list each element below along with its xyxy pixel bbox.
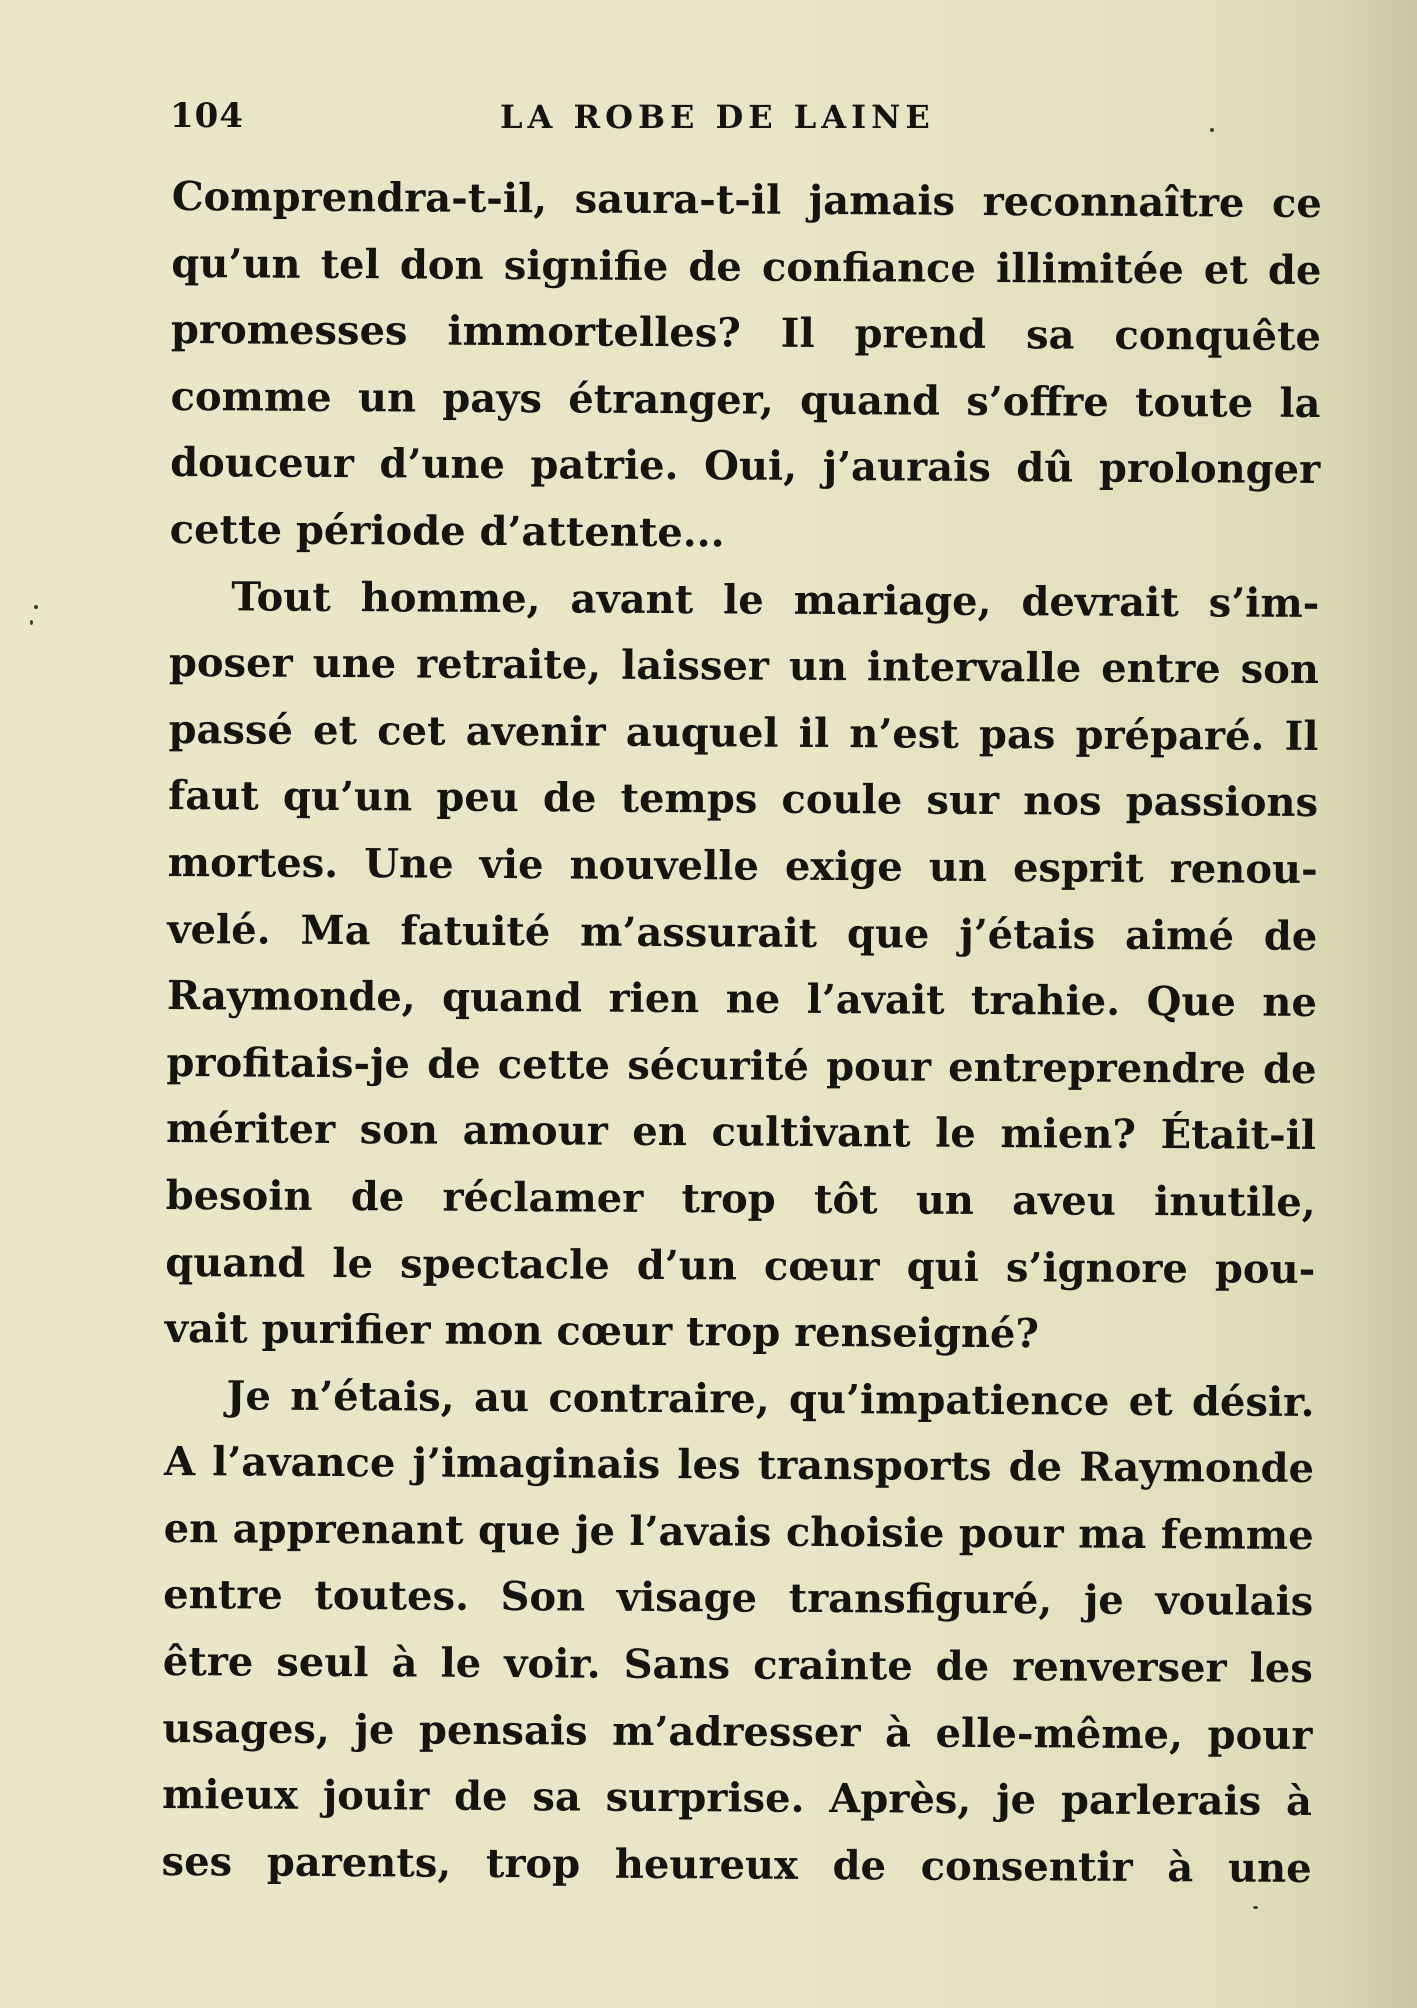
- text-line: mieux jouir de sa surprise. Après, je parlerais à: [161, 1771, 1313, 1826]
- text-line: Comprendra-t-il, saura-t-il jamais reconnaître ce: [171, 172, 1322, 228]
- text-line: Je n’étais, au contraire, qu’impatience et désir.: [226, 1372, 1315, 1426]
- text-line: qu’un tel don signifie de confiance illimitée et de: [171, 239, 1322, 294]
- ink-speck: [1210, 128, 1214, 132]
- text-line: passé et cet avenir auquel il n’est pas préparé. Il: [168, 705, 1319, 760]
- text-line: besoin de réclamer trop tôt un aveu inutile,: [165, 1171, 1316, 1226]
- text-line: usages, je pensais m’adresser à elle-même, pour: [162, 1704, 1313, 1759]
- ink-speck: [30, 620, 33, 625]
- ink-speck: [34, 605, 38, 609]
- page-edge-shadow: [1327, 0, 1417, 2008]
- text-line: promesses immortelles? Il prend sa conquête: [170, 306, 1322, 361]
- text-line: Raymonde, quand rien ne l’avait trahie. Que ne: [166, 972, 1318, 1027]
- text-line: être seul à le voir. Sans crainte de renverser les: [162, 1638, 1313, 1693]
- text-line: douceur d’une patrie. Oui, j’aurais dû prolonger: [170, 439, 1321, 494]
- running-head: [170, 90, 1010, 140]
- text-line: Tout homme, avant le mariage, devrait s’im-: [231, 572, 1320, 627]
- text-line: poser une retraite, laisser un intervalle entre son: [168, 639, 1320, 694]
- body-text: [161, 164, 1322, 1902]
- text-line: quand le spectacle d’un cœur qui s’ignore pou-: [165, 1238, 1316, 1293]
- text-line: mériter son amour en cultivant le mien? Était-il: [165, 1105, 1317, 1160]
- text-line: ses parents, trop heureux de consentir à une: [161, 1837, 1312, 1892]
- running-title: LA ROBE DE LAINE: [500, 98, 935, 136]
- text-line: profitais-je de cette sécurité pour entreprendre de: [166, 1038, 1317, 1093]
- text-line: cette période d’attente...: [169, 505, 725, 557]
- text-line: faut qu’un peu de temps coule sur nos passions: [167, 772, 1319, 827]
- text-line: vait purifier mon cœur trop renseigné?: [164, 1305, 1040, 1358]
- text-line: comme un pays étranger, quand s’offre toute la: [170, 372, 1321, 427]
- text-line: entre toutes. Son visage transfiguré, je voulais: [163, 1571, 1314, 1626]
- text-line: velé. Ma fatuité m’assurait que j’étais aimé de: [167, 905, 1318, 960]
- ink-speck: [1253, 1906, 1258, 1909]
- text-line: en apprenant que je l’avais choisie pour ma femme: [163, 1504, 1314, 1559]
- text-line: A l’avance j’imaginais les transports de Raymonde: [163, 1438, 1315, 1493]
- text-line: mortes. Une vie nouvelle exige un esprit renou-: [167, 838, 1318, 893]
- page-number: 104: [170, 96, 244, 136]
